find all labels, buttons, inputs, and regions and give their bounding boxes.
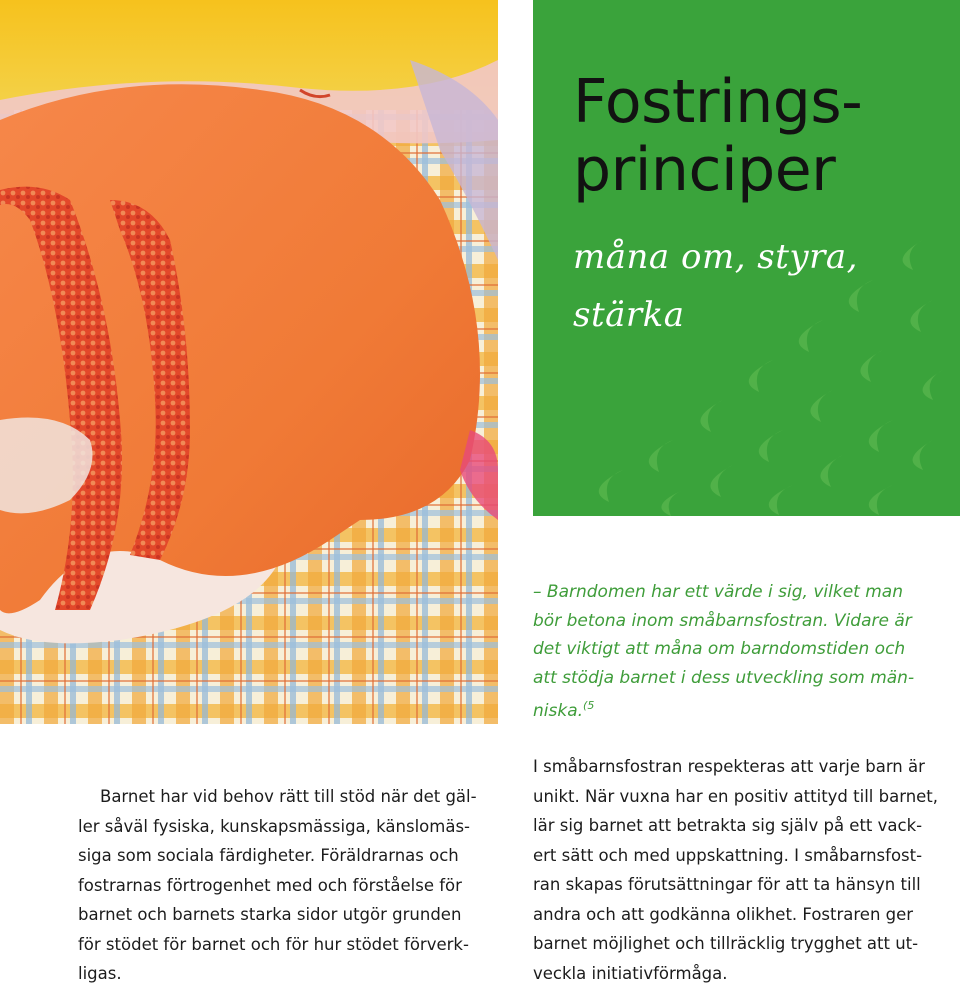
title-line-1: Fostrings- xyxy=(573,67,863,137)
subtitle-line-2: stärka xyxy=(573,295,685,335)
footnote-reference: (5 xyxy=(583,699,595,712)
paragraph-line: andra och att godkänna olikhet. Fostraren ger xyxy=(533,904,914,924)
quote-line: det viktigt att måna om barndomstiden och xyxy=(533,639,906,659)
page-subtitle xyxy=(573,228,903,344)
body-text-right xyxy=(533,752,960,988)
pull-quote xyxy=(533,578,948,726)
paragraph-line: ert sätt och med uppskattning. I småbarnsfost- xyxy=(533,845,923,865)
body-text-left xyxy=(78,782,508,989)
child-photo-illustration xyxy=(0,0,498,724)
paragraph-line: för stödet för barnet och för hur stödet förverk- xyxy=(78,934,469,954)
paragraph-line: veckla initiativförmåga. xyxy=(533,963,728,983)
paragraph-line: ler såväl fysiska, kunskapsmässiga, känslomäs- xyxy=(78,816,470,836)
child-photo xyxy=(0,0,498,724)
paragraph-line: fostrarnas förtrogenhet med och förståelse för xyxy=(78,875,462,895)
quote-line-text: niska. xyxy=(533,701,584,721)
paragraph-line: Barnet har vid behov rätt till stöd när det gäl- xyxy=(100,787,477,806)
subtitle-line-1: måna om, styra, xyxy=(573,237,858,277)
paragraph-line: I småbarnsfostran respekteras att varje barn är xyxy=(533,757,925,776)
paragraph-line: barnet möjlighet och tillräcklig trygghet att ut- xyxy=(533,934,919,953)
paragraph-line: unikt. När vuxna har en positiv attityd till barnet, xyxy=(533,786,939,806)
title-line-2: principer xyxy=(573,135,836,205)
paragraph-line: siga som sociala färdigheter. Föräldrarnas och xyxy=(78,846,459,865)
quote-line: bör betona inom småbarnsfostran. Vidare är xyxy=(533,610,912,631)
page-title xyxy=(573,68,862,204)
paragraph-line: barnet och barnets starka sidor utgör grunden xyxy=(78,905,462,924)
quote-line-last xyxy=(533,692,948,726)
quote-line: – Barndomen har ett värde i sig, vilket man xyxy=(533,582,903,602)
paragraph-line: ran skapas förutsättningar för att ta hänsyn till xyxy=(533,875,921,894)
paragraph-line: lär sig barnet att betrakta sig själv på ett vack- xyxy=(533,816,923,835)
paragraph-line: ligas. xyxy=(78,964,122,983)
quote-line: att stödja barnet i dess utveckling som män- xyxy=(533,667,915,688)
title-panel xyxy=(533,0,960,516)
